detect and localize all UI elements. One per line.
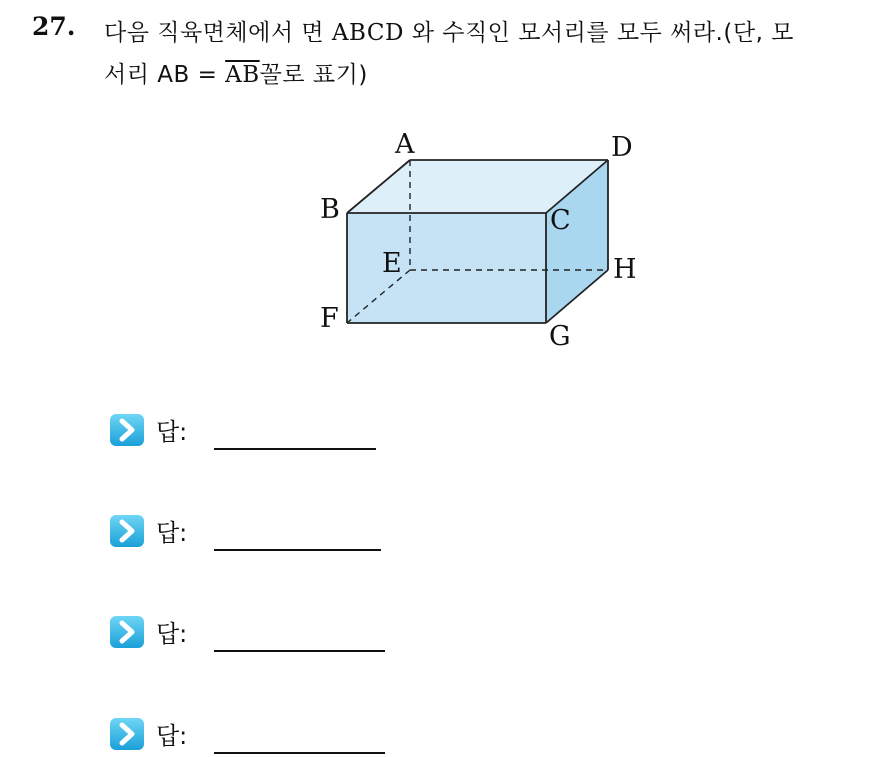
question-text: 꼴로 표기) <box>259 62 368 88</box>
answer-blank[interactable] <box>214 752 385 754</box>
vertex-label-f: F <box>320 303 339 334</box>
vertex-label-h: H <box>613 254 637 285</box>
question-text-line1 <box>104 14 794 47</box>
answer-label: 답: <box>156 722 188 750</box>
answer-blank[interactable] <box>214 650 385 652</box>
question-text-line2 <box>104 56 368 89</box>
question-text: 다음 직육면체에서 면 <box>104 20 332 46</box>
cuboid-figure <box>310 120 650 360</box>
vertex-label-c: C <box>550 205 571 236</box>
vertex-label-g: G <box>549 321 571 352</box>
front-face <box>347 213 546 323</box>
edge-notation: $\overline{AB}$ <box>225 62 260 88</box>
answer-label: 답: <box>156 519 188 547</box>
answer-blank[interactable] <box>214 549 381 551</box>
answer-blank[interactable] <box>214 448 376 450</box>
question-number: 27. <box>32 12 76 41</box>
face-label: ABCD <box>331 20 404 46</box>
vertex-label-e: E <box>382 248 402 279</box>
arrow-badge-icon <box>110 414 144 446</box>
answer-label: 답: <box>156 620 188 648</box>
question-text: 서리 AB = <box>104 62 226 88</box>
question-text: 와 수직인 모서리를 모두 써라.(단, 모 <box>403 20 794 46</box>
vertex-label-b: B <box>320 194 340 225</box>
arrow-badge-icon <box>110 718 144 750</box>
vertex-label-d: D <box>611 132 633 163</box>
arrow-badge-icon <box>110 616 144 648</box>
answer-label: 답: <box>156 418 188 446</box>
arrow-badge-icon <box>110 515 144 547</box>
vertex-label-a: A <box>395 129 415 160</box>
